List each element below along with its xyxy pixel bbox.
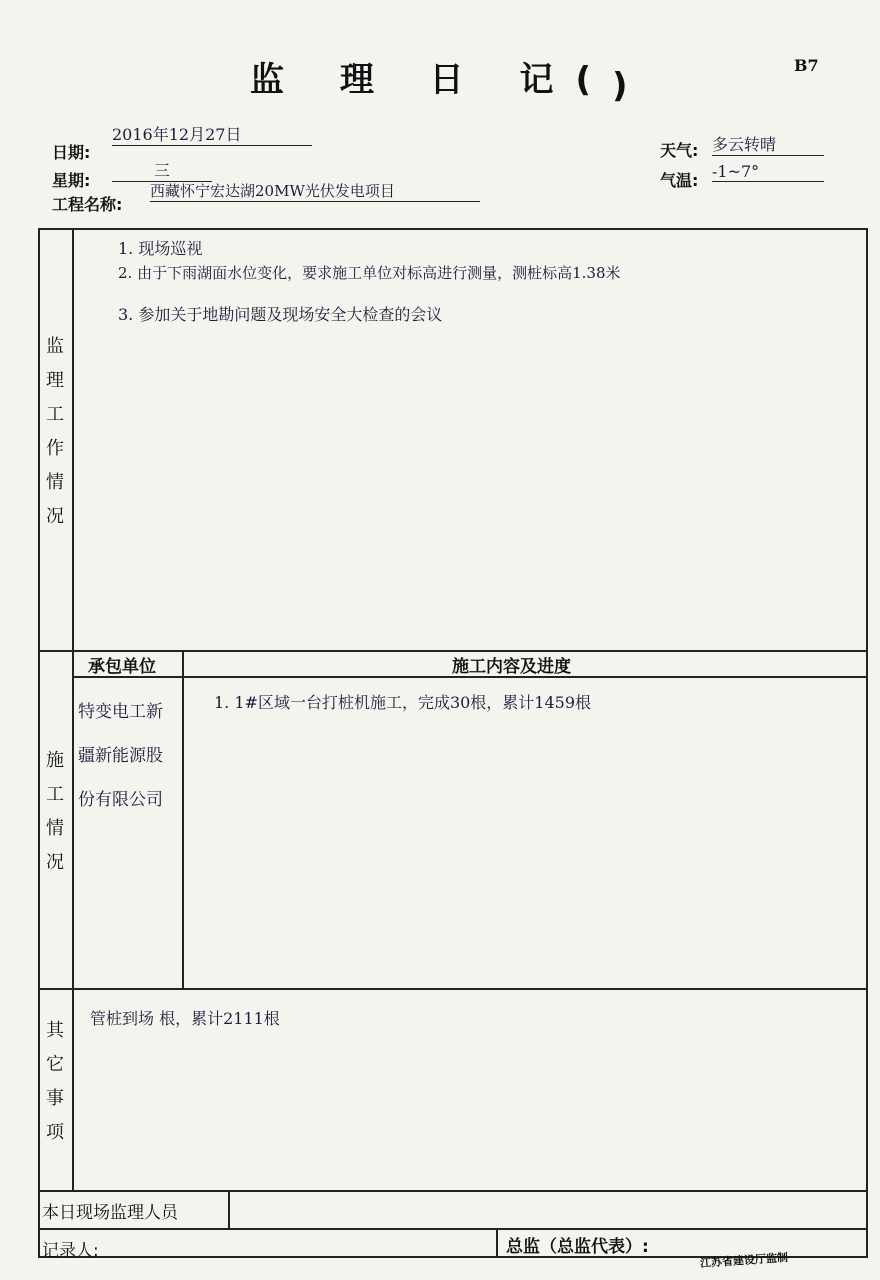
recorder-label: 记录人: <box>42 1241 99 1261</box>
contractor-name: 特变电工新疆新能源股份有限公司 <box>78 702 163 810</box>
supervision-label: 监理工作情况 <box>46 336 64 527</box>
section-divider-4 <box>38 1228 868 1230</box>
contractor-column-divider <box>182 650 184 988</box>
supervision-item-2: 2. 由于下雨湖面水位变化，要求施工单位对标高进行测量，测桩标高1.38米 <box>118 264 621 282</box>
content-column-header: 施工内容及进度 <box>452 657 571 677</box>
date-value: 2016年12月27日 <box>112 122 312 146</box>
weather-value: 多云转晴 <box>712 132 824 156</box>
supervision-item-1: 1. 现场巡视 <box>118 239 203 258</box>
date-label: 日期: <box>52 143 91 162</box>
label-column-divider <box>72 230 74 1190</box>
other-text: 管桩到场 根，累计2111根 <box>90 1009 280 1028</box>
temperature-label: 气温: <box>660 171 699 190</box>
recorder-cell-divider <box>496 1228 498 1258</box>
contractor-column-header: 承包单位 <box>88 657 156 677</box>
issuer-mark: 江苏省建设厅监制 <box>699 1250 789 1271</box>
construction-content: 1. 1#区域一台打桩机施工，完成30根，累计1459根 <box>214 693 592 712</box>
construction-label: 施工情况 <box>46 750 64 873</box>
weekday-label: 星期: <box>52 171 91 190</box>
chief-supervisor-label: 总监（总监代表）: <box>506 1237 649 1257</box>
weekday-value: 三 <box>112 158 212 182</box>
project-value: 西藏怀宁宏达湖20MW光伏发电项目 <box>150 180 480 202</box>
weather-label: 天气: <box>660 141 699 160</box>
form-code: B7 <box>794 56 819 75</box>
title-close-paren: ) <box>612 66 628 106</box>
section-divider-3 <box>38 1190 868 1192</box>
supervision-item-3: 3. 参加关于地勘问题及现场安全大检查的会议 <box>118 305 443 324</box>
project-label: 工程名称: <box>52 195 123 214</box>
page-title: 监 理 日 记( <box>250 60 614 100</box>
section-divider-2 <box>38 988 868 990</box>
staff-cell-divider <box>228 1190 230 1228</box>
other-label: 其它事项 <box>46 1020 64 1143</box>
staff-label: 本日现场监理人员 <box>42 1203 178 1223</box>
temperature-value: -1~7° <box>712 162 824 182</box>
